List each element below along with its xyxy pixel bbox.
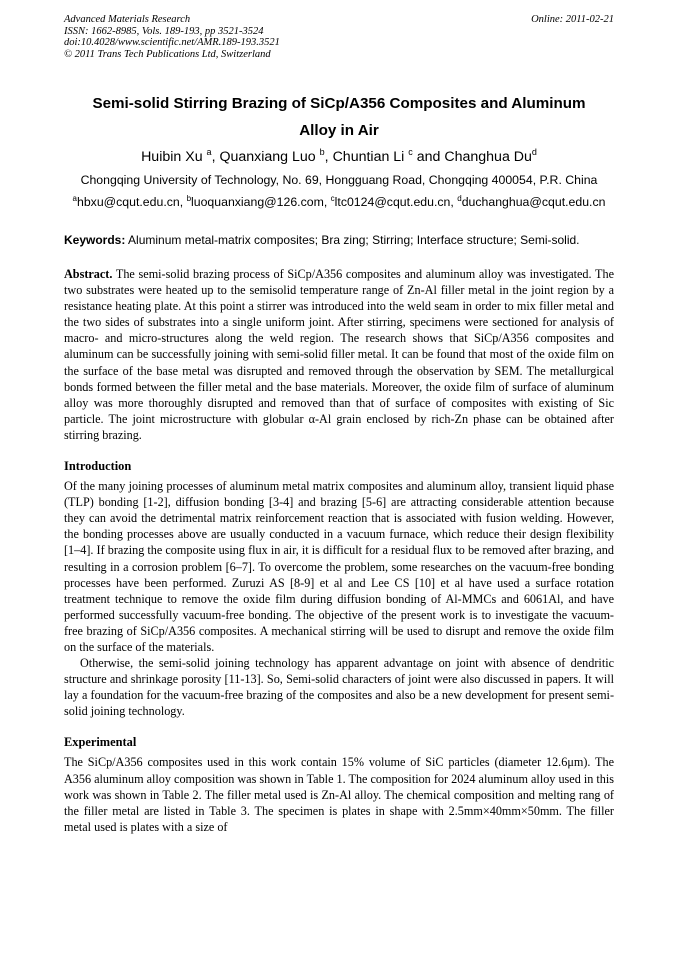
journal-header bbox=[64, 14, 614, 60]
keywords-label: Keywords: bbox=[64, 233, 126, 247]
section-heading-experimental: Experimental bbox=[64, 735, 137, 750]
author-list bbox=[64, 146, 614, 168]
author-mark: a bbox=[206, 147, 212, 157]
email-link[interactable]: luoquanxiang@126.com, bbox=[191, 195, 331, 209]
email-link[interactable]: duchanghua@cqut.edu.cn bbox=[461, 195, 606, 209]
author-mark: b bbox=[319, 147, 325, 157]
email-mark: d bbox=[457, 194, 462, 203]
author-name: Quanxiang Luo bbox=[219, 149, 316, 165]
author-name: Changhua Du bbox=[444, 149, 532, 165]
email-link[interactable]: hbxu@cqut.edu.cn, bbox=[77, 195, 187, 209]
online-date: Online: 2011-02-21 bbox=[531, 14, 614, 25]
email-mark: c bbox=[330, 194, 335, 203]
author-separator: , bbox=[211, 149, 220, 165]
journal-name: Advanced Materials Research bbox=[64, 14, 191, 25]
experimental-paragraph-1: The SiCp/A356 composites used in this work contain 15% volume of SiC particles (diameter 12.6μm). The A356 aluminum alloy composition was shown in Table 1. The composition for 2024 aluminum alloy used in this work was shown in Table 2. The filler metal used is Zn-Al alloy. The chemical composition and melting rang of the filler metal are listed in Table 3. The specimen is plates in shape with 2.5mm×40mm×50mm. The filler metal used is plates with a size of bbox=[64, 755, 614, 834]
doi-line[interactable]: doi:10.4028/www.scientific.net/AMR.189-193.3521 bbox=[64, 37, 280, 48]
abstract bbox=[64, 266, 614, 443]
keywords-text: Aluminum metal-matrix composites; Bra zing; Stirring; Interface structure; Semi-solid. bbox=[125, 233, 580, 247]
author-separator: , bbox=[324, 149, 333, 165]
email-mark: a bbox=[72, 194, 77, 203]
author-name: Chuntian Li bbox=[332, 149, 405, 165]
affiliation: Chongqing University of Technology, No. 69, Hongguang Road, Chongqing 400054, P.R. China bbox=[80, 173, 598, 187]
section-heading-introduction: Introduction bbox=[64, 459, 132, 474]
email-list bbox=[64, 194, 614, 210]
keywords bbox=[64, 232, 614, 248]
author-mark: d bbox=[531, 147, 537, 157]
abstract-label: Abstract. bbox=[64, 267, 113, 281]
introduction-paragraph-1: Of the many joining processes of aluminum metal matrix composites and aluminum alloy, transient liquid phase (TLP) bonding [1-2], diffusion bonding [3-4] and brazing [5-6] are attracting considerable attention because they can avoid the detrimental matrix reinforcement reaction that is associated with fusion welding. However, the bonding processes above are usually conducted in a vacuum furnace, which reduce their design flexibility [1–4]. If brazing the composite using flux in air, it is difficult for a residual flux to be removed after brazing, and resulting in a corrosion problem [6–7]. To overcome the problem, some researches on the vacuum-free bonding processes have been performed. Zuruzi AS [8-9] et al and Lee CS [10] et al have used a surface rotation treatment technique to remove the oxide film during diffusion bonding of Al-MMCs and 6061Al, and have performed successfully vacuum-free bonding. The objective of the present work is to investigate the vacuum-free brazing of SiCp/A356 composites. A mechanical stirring will be used to disrupt and remove the oxide film on the surface of the materials. bbox=[64, 479, 614, 654]
copyright-line: © 2011 Trans Tech Publications Ltd, Switzerland bbox=[64, 48, 271, 60]
abstract-text: The semi-solid brazing process of SiCp/A356 composites and aluminum alloy was investigated. The two substrates were heated up to the semisolid temperature range of Zn-Al filler metal in the joint region by a resistance heating plate. At this point a stirrer was introduced into the weld seam in order to mix filler metal and the two sides of substrates into a single uniform joint. After stirring, specimens were sectioned for analysis of macro- and micro-structures along the weld region. The research shows that SiCp/A356 composites and aluminum can be successfully joining with semi-solid filler metal. It can be found that most of the oxide film on the surface of the base metal was disrupted and removed through the observation by SEM. The metallurgical bonds formed between the filler metal and the base materials. Moreover, the oxide film of surface of aluminum alloy was more thoroughly disrupted and removed than that of surface of composites with existing of Sic particle. The joint microstructure with globular α-Al grain enclosed by rich-Zn phase can be obtained after stirring brazing. bbox=[64, 267, 614, 442]
issn-line: ISSN: 1662-8985, Vols. 189-193, pp 3521-3524 bbox=[64, 25, 264, 37]
author-mark: c bbox=[408, 147, 413, 157]
author-separator: and bbox=[412, 149, 445, 165]
email-link[interactable]: ltc0124@cqut.edu.cn, bbox=[334, 195, 458, 209]
email-mark: b bbox=[186, 194, 192, 203]
author-name: Huibin Xu bbox=[141, 149, 203, 165]
title-line-2: Alloy in Air bbox=[299, 122, 379, 139]
paper-title bbox=[64, 90, 614, 144]
introduction-paragraph-2: Otherwise, the semi-solid joining technology has apparent advantage on joint with absence of dendritic structure and shrinkage porosity [11-13]. So, Semi-solid characters of joint were also discussed in papers. It will lay a foundation for the vacuum-free brazing of the composites and also be a new development for present semi-solid joining technology. bbox=[64, 656, 614, 719]
title-line-1: Semi-solid Stirring Brazing of SiCp/A356 Composites and Aluminum bbox=[92, 95, 586, 112]
